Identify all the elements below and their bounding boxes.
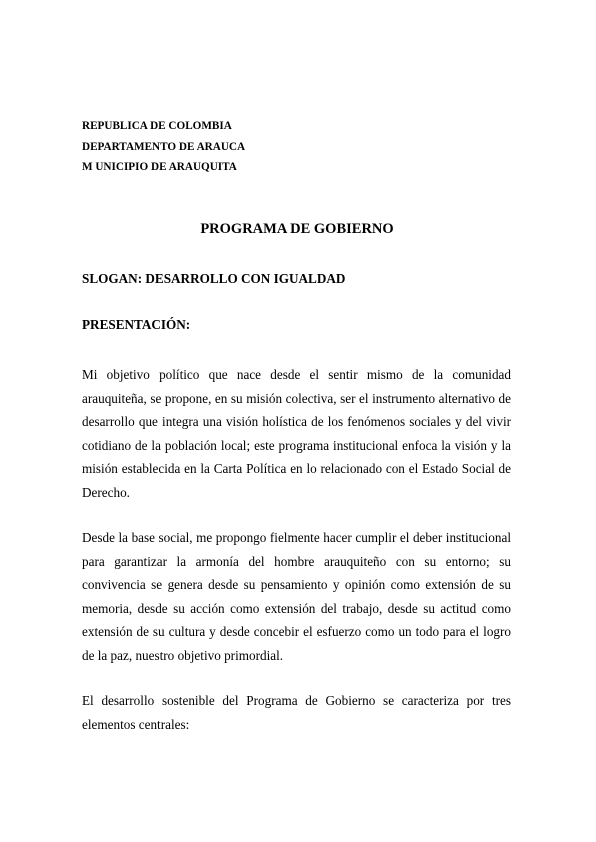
header-department: DEPARTAMENTO DE ARAUCA [82,140,246,153]
slogan-heading: SLOGAN: DESARROLLO CON IGUALDAD [82,271,346,286]
document-title: PROGRAMA DE GOBIERNO [200,221,394,237]
letterhead [82,116,522,178]
section-heading-presentacion: PRESENTACIÓN: [82,317,191,332]
header-municipality: M UNICIPIO DE ARAUQUITA [82,161,237,173]
paragraph-sustainable-development: El desarrollo sostenible del Programa de Gobierno se caracteriza por tres elementos centrales: [82,693,511,732]
paragraph-social-base: Desde la base social, me propongo fielmente hacer cumplir el deber institucional para garantizar la armonía del hombre arauquiteño con su entorno; su convivencia se genera desde su pensamiento y opinión como extensión de su memoria, desde su acción como extensión del trabajo, desde su actitud como extensión de su cultura y desde concebir el esfuerzo como un todo para el logro de la paz, nuestro objetivo primordial. [82,530,511,663]
header-country: REPUBLICA DE COLOMBIA [82,120,232,132]
paragraph-objective: Mi objetivo político que nace desde el sentir mismo de la comunidad arauquiteña, se propone, en su misión colectiva, ser el instrumento alternativo de desarrollo que integra una visión holística de los fenómenos sociales y del vivir cotidiano de la población local; este programa institucional enfoca la visión y la misión establecida en la Carta Política en lo relacionado con el Estado Social de Derecho. [82,367,511,500]
